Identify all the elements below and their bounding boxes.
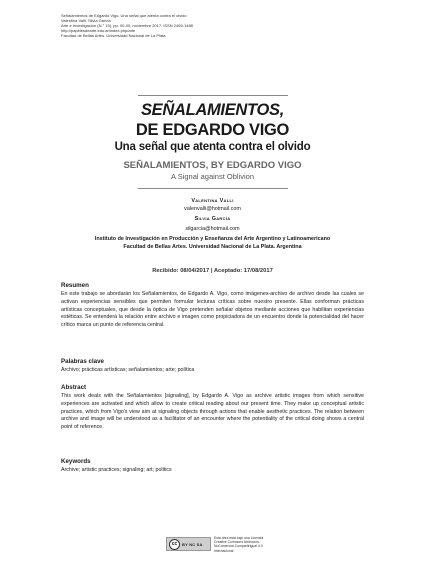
author-name: Silvia García	[194, 216, 231, 222]
header-line: http://papelesdearte.edu.ar/index.php/arte	[61, 28, 136, 33]
keywords-text: Archive; artistic practices; signaling; art; politics	[61, 467, 172, 473]
resumen-heading: Resumen	[61, 282, 89, 289]
article-title-line-1: SEÑALAMIENTOS,	[140, 101, 285, 119]
abstract-text: This work deals with the Señalamientos [signaling], by Edgardo A. Vigo as archive artistic images from which sensitive experiences are activated and which allow to create critical reading about our present time. They make up conceptual artistic practices, which from Vigo's view aim at signaling objects through actions that enable aesthetic practices. The relation between archive and image will be understood as a facilitator of an encounter where the potentiality of the critical doing shows a central point of reference.	[61, 393, 364, 431]
running-header	[61, 13, 381, 38]
license-line: Esta obra está bajo una Licencia	[214, 536, 264, 540]
resumen-text: En este trabajo se abordarán los Señalamientos, de Edgardo A. Vigo, como imágenes-archivo de archivo desde las cuales se activan experiencias sensibles que permiten formular lecturas críticas sobre nuestro presente. Ellas conforman prácticas artísticas conceptuales, que desde la óptica de Vigo pretenden señalar objetos mediante acciones que habilitan experiencias estéticas. Se entenderá la relación entre archivo e imagen como propiciadora de un encuentro donde la potencialidad del hacer crítico marca un punto de referencia central.	[61, 291, 364, 329]
english-title: SEÑALAMIENTOS, BY EDGARDO VIGO	[123, 160, 302, 171]
title-top-rule	[138, 95, 288, 96]
header-line: Arte e Investigación (N.° 15), pp. 00-00, noviembre 2017. ISSN 2469-1488	[61, 23, 193, 28]
author-name: Valentina Valli	[191, 198, 234, 204]
received-accepted-dates: Recibido: 08/04/2017 | Aceptado: 17/08/2017	[152, 268, 273, 274]
header-line: Facultad de Bellas Artes. Universidad Nacional de La Plata	[61, 33, 166, 38]
license-line: NoComercial-CompartirIgual 4.0	[214, 544, 263, 549]
affiliation-line-1: Instituto de Investigación en Producción y Enseñanza del Arte Argentino y Latinoamericano	[94, 236, 331, 242]
author-email[interactable]: valenvalli@hotmail.com	[184, 206, 241, 212]
author-email[interactable]: silgarcia@hotmail.com	[185, 226, 240, 232]
header-line: Valentina Valli, Silvia García	[61, 18, 111, 23]
cc-badge-terms: BY NC SA	[182, 541, 203, 547]
english-subtitle: A Signal against Oblivion	[171, 172, 254, 181]
palabras-clave-heading: Palabras clave	[61, 358, 105, 365]
license-line: Creative Commons Atribución-	[214, 540, 260, 545]
article-subtitle: Una señal que atenta contra el olvido	[114, 141, 311, 153]
cc-license-badge[interactable]	[166, 537, 211, 551]
affiliation-line-2: Facultad de Bellas Artes. Universidad Nacional de La Plata. Argentina	[123, 244, 302, 250]
creative-commons-icon: cc	[169, 539, 180, 550]
header-line: Señalamientos de Edgardo Vigo. Una señal que atenta contra el olvido	[61, 13, 187, 18]
keywords-heading: Keywords	[61, 458, 91, 465]
palabras-clave-text: Archivo; prácticas artísticas; señalamientos; arte; política	[61, 367, 195, 373]
title-bottom-rule	[138, 188, 288, 189]
article-title-line-2: DE EDGARDO VIGO	[135, 121, 290, 139]
license-text	[214, 536, 274, 553]
license-line: Internacional	[214, 548, 234, 553]
abstract-heading: Abstract	[61, 384, 87, 391]
